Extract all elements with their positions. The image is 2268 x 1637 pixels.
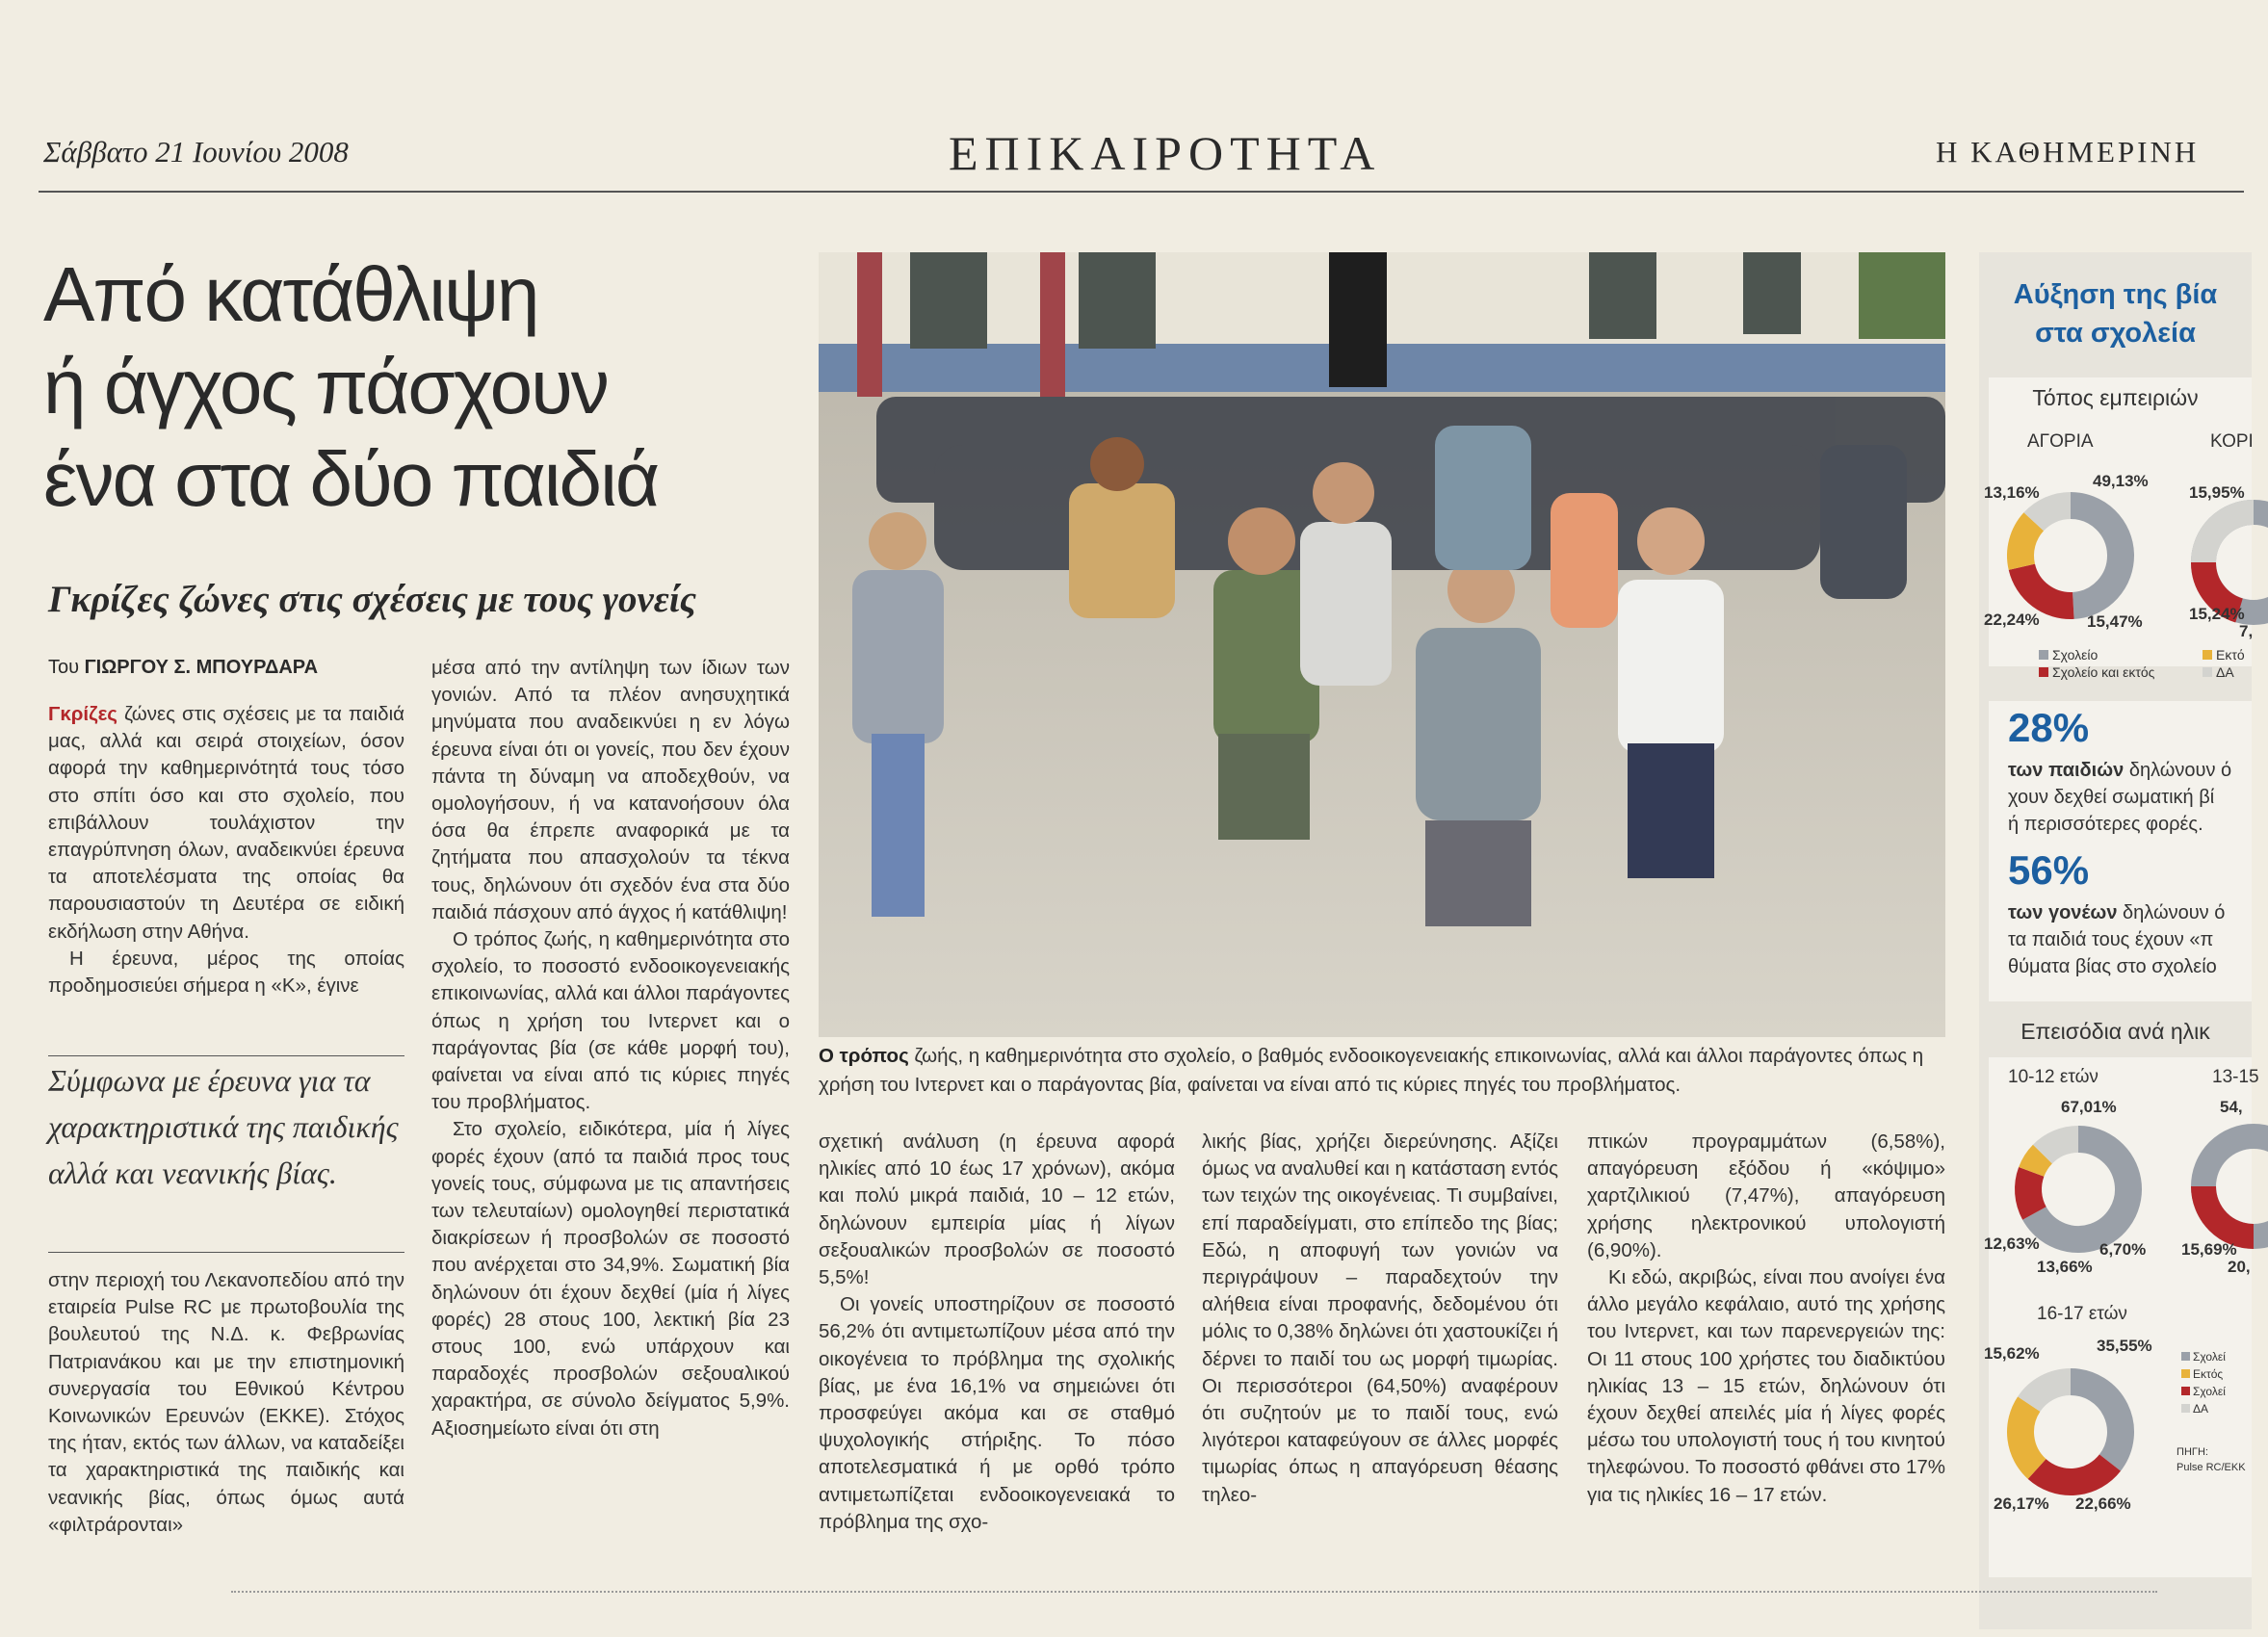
donut-slice-school: [2071, 1382, 2121, 1463]
donut-slice-na: [2034, 506, 2071, 522]
legend-item: ΔΑ: [2203, 664, 2234, 680]
sidebar-title-line: Αύξηση της βία: [2013, 279, 2218, 310]
headline-line: ή άγχος πάσχουν: [43, 344, 608, 429]
age3-value-left: 15,62%: [1984, 1344, 2040, 1363]
paragraph: στην περιοχή του Λεκανοπεδίου από την εταιρεία Pulse RC με πρωτοβουλία της βουλευτού της Ν.Δ. κ. Φεβρωνίας Πατριανάκου και με την επιστημονική συνεργασία του Εθνικού Κέντρου Κοινωνικών Ερευνών (ΕΚΚΕ). Στόχος της ήταν, εκτός των άλλων, να καταδείξει τα χαρακτηριστικά της παιδικής και νεανικής βίας, όπως όμως αυτά «φιλτράρονται»: [48, 1269, 404, 1536]
headline-line: ένα στα δύο παιδιά: [43, 436, 659, 522]
stat-children-text: των παιδιών δηλώνουν ό χουν δεχθεί σωματική βί ή περισσότερες φορές.: [2008, 760, 2232, 835]
age3-value-bottom-right: 22,66%: [2075, 1494, 2131, 1513]
paragraph: πτικών προγραμμάτων (6,58%), απαγόρευση εξόδου ή «κόψιμο» χαρτζιλικιού (7,47%), απαγόρευση χρήσης ηλεκτρονικού υπολογιστή (6,90%).: [1587, 1130, 1945, 1261]
caption-lead: Ο τρόπος: [819, 1045, 909, 1067]
author-name: ΓΙΩΡΓΟΥ Σ. ΜΠΟΥΡΔΑΡΑ: [84, 657, 319, 678]
stat-parents-value: 56%: [2008, 847, 2090, 893]
donut-slice-na: [2043, 1139, 2078, 1155]
article-column-1b: [48, 1267, 404, 1539]
age1-value-left: 12,63%: [1984, 1234, 2040, 1253]
legend-item: Σχολεί: [2181, 1350, 2226, 1364]
legend-item: Σχολεί: [2181, 1385, 2226, 1398]
age2-label: 13-15: [2212, 1067, 2259, 1087]
episodes-title: Επεισόδια ανά ηλικ: [2020, 1019, 2210, 1044]
source-label: ΠΗΓΗ:: [2177, 1446, 2208, 1458]
paragraph: Κι εδώ, ακριβώς, είναι που ανοίγει ένα άλλο μεγάλο κεφάλαιο, αυτό της χρήσης του Ιντερνετ, και των παρενεργειών της: Οι 11 στους 100 χρήστες του διαδικτύου ηλικίας 13 – 15 ετών, δηλώνουν ότι έχουν δεχθεί απειλές μία ή λίγες φορές μέσω του υπολογιστή τους ή του κινητού τηλεφώνου. Το ποσοστό φθάνει στο 17% για τις ηλικίες 16 – 17 ετών.: [1587, 1266, 1945, 1506]
boys-value-school: 49,13%: [2093, 472, 2149, 490]
sidebar-title: [1979, 275, 2252, 352]
legend-item: Εκτός: [2181, 1367, 2223, 1381]
age2-value-left: 15,69%: [2181, 1240, 2237, 1259]
paragraph: μέσα από την αντίληψη των ίδιων των γονιών. Από τα πλέον ανησυχητικά μηνύματα που αναδεικνύει η εν λόγω έρευνα είναι ότι οι γονείς, που δεν έχουν πάντα τη δύναμη να αποδεχθούν, να ομολογήσουν, ή να κατανοήσουν όλα όσα θα έπρεπε αναφορικά με τα ζητήματα που απασχολούν τα τέκνα τους, δηλώνουν ότι σχεδόν ένα στα δύο παιδιά πάσχουν από άγχος ή κατάθλιψη!: [431, 657, 790, 923]
source-name: Pulse RC/EKK: [2177, 1462, 2246, 1473]
legend-item: Εκτό: [2203, 647, 2245, 663]
paragraph: σχετική ανάλυση (η έρευνα αφορά ηλικίες από 10 έως 17 χρόνων), ακόμα και πολύ μικρά παιδιά, 10 – 12 ετών, δηλώνουν εμπειρία μίας ή λίγων σεξουαλικών προσβολών σε ποσοστό 5,5%!: [819, 1130, 1175, 1289]
paragraph: Στο σχολείο, ειδικότερα, μία ή λίγες φορές έχουν (από τα παιδιά προς τους γονείς τους, σύμφωνα με τις απαντήσεις των τελευταίων) ομολογηθεί περιστατικά διακρίσεων ή προσβολών σε ποσοστό που ανέρχεται στο 34,9%. Σωματική βία δηλώνουν ότι έχουν δεχθεί (μία ή λίγες φορές) 28 στους 100, λεκτική βία 23 στους 100, ενώ υπάρχουν και παραδοχές προσβολών σεξουαλικού χαρακτήρα, σε σύνολο δείγματος 5,9%. Αξιοσημείωτο είναι ότι στη: [431, 1118, 790, 1440]
donut-slice-school: [2071, 506, 2121, 606]
paragraph: Η έρευνα, μέρος της οποίας προδημοσιεύει σήμερα η «Κ», έγινε: [48, 947, 404, 998]
age3-value-top: 35,55%: [2097, 1337, 2152, 1355]
header-rule: [39, 191, 2244, 193]
bottom-dotted-rule: [231, 1591, 2157, 1593]
article-column-4: [1202, 1129, 1558, 1509]
boys-donut-chart: [1998, 483, 2143, 628]
age1-label: 10-12 ετών: [2008, 1067, 2099, 1087]
age3-donut-chart: [1998, 1360, 2143, 1504]
newspaper-name: Η ΚΑΘΗΜΕΡΙΝΗ: [1936, 135, 2200, 169]
issue-date: Σάββατο 21 Ιουνίου 2008: [43, 135, 349, 169]
girls-value-bottom: 15,24%: [2189, 605, 2245, 623]
legend-item: Σχολείο: [2039, 647, 2098, 663]
paragraph: [48, 701, 404, 946]
legend-item: Σχολείο και εκτός: [2039, 664, 2154, 680]
pull-quote-rule: [48, 1252, 404, 1253]
girls-value-edge: 7,: [2239, 622, 2254, 640]
paragraph-text: ζώνες στις σχέσεις με τα παιδιά μας, αλλά και σειρά στοιχείων, όσον αφορά την καθημερινότητά τους τόσο στο σπίτι όσο και στο σχολείο, που επιβάλλουν τουλάχιστον την επαγρύπνηση όλων, αναδεικνύει έρευνα τα αποτελέσματα της οποίας θα παρουσιαστούν τη Δευτέρα σε ειδική εκδήλωση στην Αθήνα.: [48, 703, 404, 943]
photo-illustration: [819, 252, 1945, 1037]
article-column-5: [1587, 1129, 1945, 1509]
boys-value-outside: 15,47%: [2087, 612, 2143, 631]
girls-value-top: 15,95%: [2189, 483, 2245, 502]
boys-label: ΑΓΟΡΙΑ: [2027, 431, 2094, 452]
article-column-2: [431, 655, 790, 1442]
donut-slice-outside: [2020, 1404, 2037, 1468]
donut-slice-na: [2029, 1382, 2071, 1404]
donut-slice-outside: [2020, 522, 2034, 567]
lead-word: Γκρίζες: [48, 703, 117, 725]
section-title: ΕΠΙΚΑΙΡΟΤΗΤΑ: [949, 126, 1382, 180]
boys-value-na: 13,16%: [1984, 483, 2040, 502]
paragraph: λικής βίας, χρήζει διερεύνησης. Αξίζει όμως να αναλυθεί και η κατάσταση εντός των τειχών της οικογένειας. Τι συμβαίνει, επί παραδείγματι, στο επίπεδο της βίας; Εδώ, η αποφυγή των γονιών να περιγράψουν – παραδεχτούν την αλήθεια είναι προφανής, δεδομένου ότι μόλις το 0,38% δηλώνει ότι χαστουκίζει ή δέρνει το παιδί του ως μορφή τιμωρίας. Οι περισσότεροι (64,50%) αναφέρουν ότι συζητούν με το παιδί τους, ενώ λιγότεροι καταφεύγουν σε άλλες μορφές τιμωρίας όπως η απαγόρευση θέασης τηλεο-: [1202, 1130, 1558, 1506]
headline: [43, 248, 814, 526]
age1-value-right: 6,70%: [2099, 1240, 2147, 1259]
paragraph: Ο τρόπος ζωής, η καθημερινότητα στο σχολείο, το ποσοστό ενδοοικογενειακής επικοινωνίας, αλλά και άλλοι παράγοντες όπως η χρήση του Ιντερνετ και ο παράγοντας βία (σε κάθε μορφή του), φαίνεται να είναι από τις κύριες πηγές του προβλήματος.: [431, 928, 790, 1114]
pull-quote: Σύμφωνα με έρευνα για τα χαρακτηριστικά της παιδικής αλλά και νεανικής βίας.: [48, 1063, 399, 1190]
donut-slice-both: [2037, 1463, 2110, 1482]
stat-children-value: 28%: [2008, 705, 2090, 750]
sidebar-title-line: στα σχολεία: [2035, 318, 2196, 349]
article-column-3: [819, 1129, 1175, 1536]
age1-value-top: 67,01%: [2061, 1098, 2117, 1116]
donut-slice-both: [2021, 567, 2072, 606]
subheadline: Γκρίζες ζώνες στις σχέσεις με τους γονείς: [48, 579, 696, 620]
boys-value-both: 22,24%: [1984, 611, 2040, 629]
infographic-sidebar: [1979, 252, 2259, 1629]
places-title: Τόπος εμπειριών: [2032, 385, 2199, 410]
byline: [48, 657, 318, 679]
paragraph: Οι γονείς υποστηρίζουν σε ποσοστό 56,2% ότι αντιμετωπίζουν μέσα από την οικογένεια το πρόβλημα της σχολικής βίας, με ένα 16,1% να σημειώνει ότι προσφεύγει ακόμα και σε σταθμό ψυχολογικής στήριξης. Το πόσο αποτελεσματικά ή με ορθό τρόπο αντιμετωπίζεται ενδοοικογενειακά το πρόβλημα της σχο-: [819, 1293, 1175, 1533]
donut-slice-outside: [2031, 1155, 2043, 1172]
age3-label: 16-17 ετών: [2037, 1304, 2127, 1324]
caption-text: ζωής, η καθημερινότητα στο σχολείο, ο βαθμός ενδοοικογενειακής επικοινωνίας, αλλά και άλλοι παράγοντες όπως η χρήση του Ιντερνετ και ο παράγοντας βία, φαίνεται να είναι από τις κύριες πηγές του προβλήματος.: [819, 1045, 1924, 1096]
headline-line: Από κατάθλιψη: [43, 251, 538, 337]
age2-value-top: 54,: [2220, 1098, 2243, 1116]
byline-prefix: Του: [48, 657, 80, 678]
age2-value-bottom: 20,: [2228, 1258, 2251, 1276]
stat-parents-text: των γονέων δηλώνουν ό τα παιδιά τους έχουν «π θύματα βίας στο σχολείο: [2008, 902, 2226, 977]
legend-item: ΔΑ: [2181, 1402, 2208, 1416]
donut-slice-both: [2028, 1172, 2034, 1213]
pull-quote-rule: [48, 1055, 404, 1056]
schoolyard-photo: [819, 252, 1945, 1037]
girls-label: ΚΟΡΙ: [2210, 431, 2254, 452]
photo-caption: [819, 1042, 1945, 1100]
age3-value-bottom-left: 26,17%: [1994, 1494, 2049, 1513]
age1-value-bottom: 13,66%: [2037, 1258, 2093, 1276]
article-column-1: [48, 701, 404, 1000]
